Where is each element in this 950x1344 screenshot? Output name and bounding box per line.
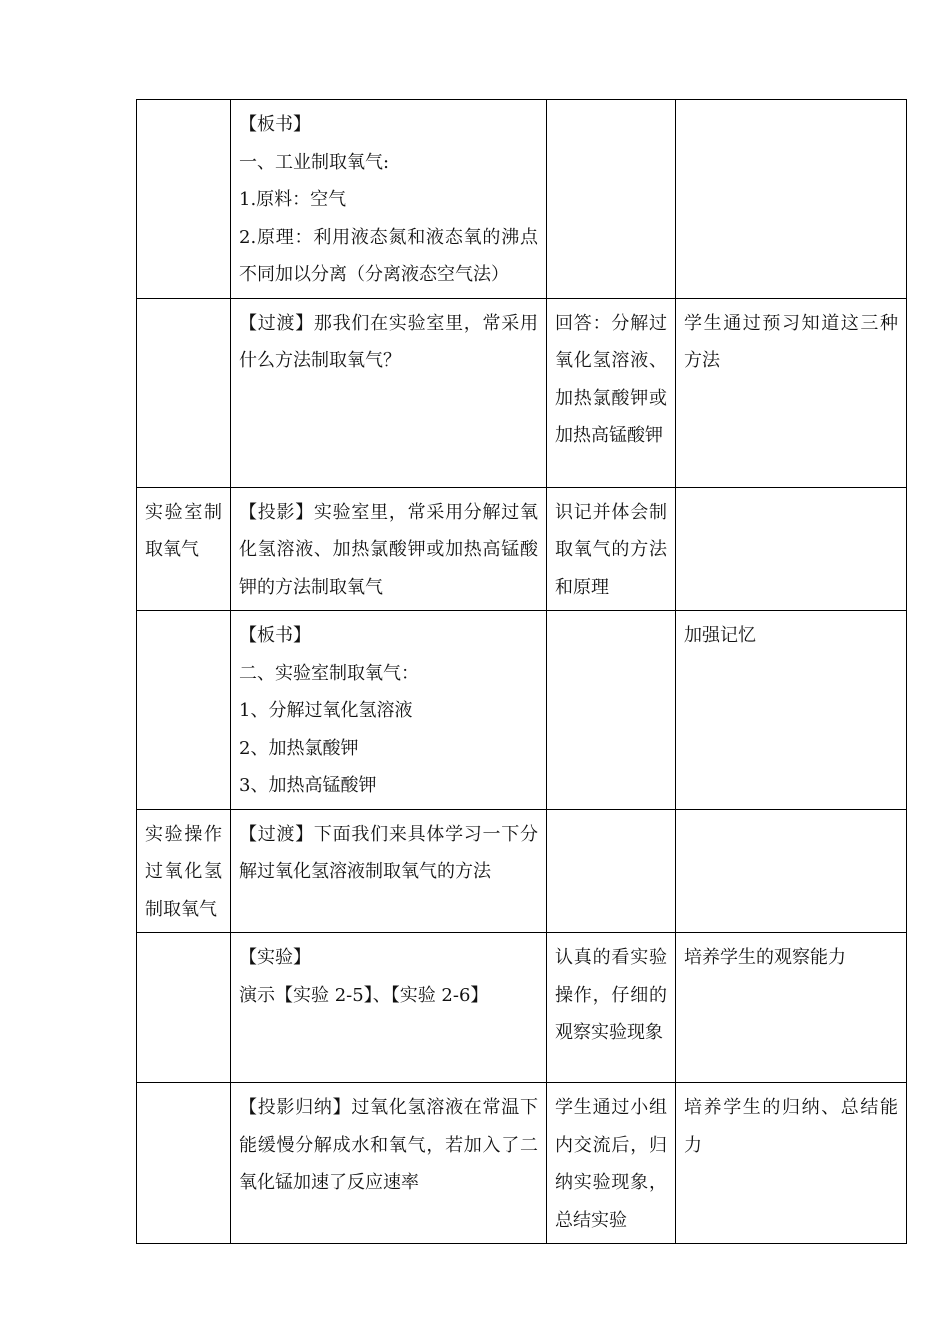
teacher-activity-cell xyxy=(231,100,547,299)
cell-text-line: 【实验】 xyxy=(239,947,311,968)
cell-text-line: 加强记忆 xyxy=(684,625,756,646)
student-activity-cell xyxy=(547,809,676,933)
design-intent-cell xyxy=(676,487,907,611)
cell-text-line: 实验操作过氧化氢制取氧气 xyxy=(145,823,222,920)
cell-text-line: 一、工业制取氧气: xyxy=(239,151,390,173)
teacher-activity-cell xyxy=(231,487,547,611)
cell-text-line: 回答：分解过氧化氢溶液、加热氯酸钾或加热高锰酸钾 xyxy=(555,312,667,446)
cell-text-line: 培养学生的归纳、总结能力 xyxy=(684,1097,898,1156)
table-row xyxy=(137,487,907,611)
cell-text-line: 【投影】实验室里，常采用分解过氧化氢溶液、加热氯酸钾或加热高锰酸钾的方法制取氧气 xyxy=(239,501,538,598)
cell-text-line: 演示【实验 2-5】、【实验 2-6】 xyxy=(239,984,489,1006)
table-row xyxy=(137,1083,907,1244)
table-row xyxy=(137,809,907,933)
design-intent-cell xyxy=(676,611,907,810)
teacher-activity-cell xyxy=(231,933,547,1083)
cell-text-line: 识记并体会制取氧气的方法和原理 xyxy=(555,501,667,598)
student-activity-cell xyxy=(547,487,676,611)
cell-text-line: 2.原理：利用液态氮和液态氧的沸点不同加以分离（分离液态空气法） xyxy=(239,226,538,285)
design-intent-cell xyxy=(676,1083,907,1244)
student-activity-cell xyxy=(547,100,676,299)
design-intent-cell xyxy=(676,809,907,933)
stage-cell xyxy=(137,933,231,1083)
student-activity-cell xyxy=(547,1083,676,1244)
cell-text-line: 二、实验室制取氧气： xyxy=(239,662,419,684)
cell-text-line: 2、加热氯酸钾 xyxy=(239,737,359,759)
student-activity-cell xyxy=(547,611,676,810)
cell-text-line: 实验室制取氧气 xyxy=(145,501,222,560)
stage-cell xyxy=(137,298,231,487)
cell-text-line: 学生通过小组内交流后，归纳实验现象，总结实验 xyxy=(555,1097,667,1231)
table-row xyxy=(137,933,907,1083)
teacher-activity-cell xyxy=(231,1083,547,1244)
design-intent-cell xyxy=(676,100,907,299)
cell-text-line: 认真的看实验操作，仔细的观察实验现象 xyxy=(555,947,667,1043)
student-activity-cell xyxy=(547,933,676,1083)
table-row xyxy=(137,298,907,487)
table-row xyxy=(137,100,907,299)
design-intent-cell xyxy=(676,298,907,487)
table-row xyxy=(137,611,907,810)
teacher-activity-cell xyxy=(231,611,547,810)
cell-text-line: 【板书】 xyxy=(239,625,311,646)
stage-cell xyxy=(137,611,231,810)
table-body xyxy=(137,100,907,1244)
cell-text-line: 【投影归纳】过氧化氢溶液在常温下能缓慢分解成水和氧气，若加入了二氧化锰加速了反应速率 xyxy=(239,1097,538,1193)
stage-cell xyxy=(137,809,231,933)
stage-cell xyxy=(137,487,231,611)
teacher-activity-cell xyxy=(231,298,547,487)
cell-text-line: 学生通过预习知道这三种方法 xyxy=(684,312,898,371)
cell-text-line: 1、分解过氧化氢溶液 xyxy=(239,700,413,721)
cell-text-line: 3、加热高锰酸钾 xyxy=(239,775,377,796)
cell-text-line: 【过渡】下面我们来具体学习一下分解过氧化氢溶液制取氧气的方法 xyxy=(239,823,538,882)
cell-text-line: 【板书】 xyxy=(239,114,311,135)
lesson-plan-table xyxy=(136,99,907,1244)
student-activity-cell xyxy=(547,298,676,487)
cell-text-line: 培养学生的观察能力 xyxy=(684,947,846,968)
stage-cell xyxy=(137,100,231,299)
cell-text-line: 1.原料：空气 xyxy=(239,189,347,210)
teacher-activity-cell xyxy=(231,809,547,933)
stage-cell xyxy=(137,1083,231,1244)
cell-text-line: 【过渡】那我们在实验室里，常采用什么方法制取氧气？ xyxy=(239,312,538,371)
design-intent-cell xyxy=(676,933,907,1083)
